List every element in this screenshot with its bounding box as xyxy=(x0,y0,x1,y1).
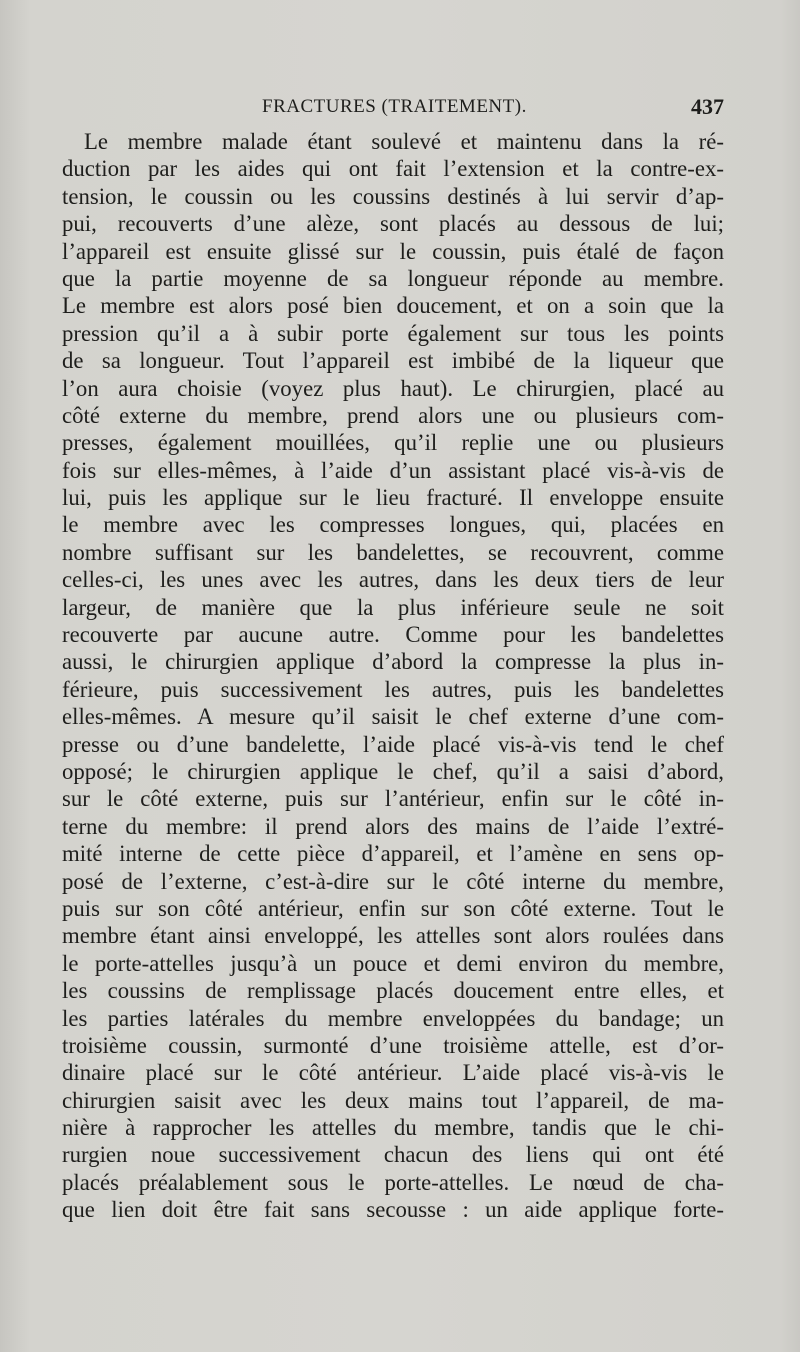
text-line: que lien doit être fait sans secousse : un aide applique forte- xyxy=(62,1197,724,1223)
text-line: fois sur elles-mêmes, à l’aide d’un assistant placé vis-à-vis de xyxy=(62,457,724,483)
text-line: opposé; le chirurgien applique le chef, qu’il a saisi d’abord, xyxy=(62,758,724,784)
text-line: l’appareil est ensuite glissé sur le coussin, puis étalé de façon xyxy=(62,238,724,264)
text-line: presses, également mouillées, qu’il replie une ou plusieurs xyxy=(62,430,724,456)
text-line: nière à rapprocher les attelles du membre, tandis que le chi- xyxy=(62,1115,724,1141)
text-line: rurgien noue successivement chacun des liens qui ont été xyxy=(62,1142,724,1168)
text-line: troisième coussin, surmonté d’une troisième attelle, est d’or- xyxy=(62,1032,724,1058)
text-line: elles-mêmes. A mesure qu’il saisit le chef externe d’une com- xyxy=(62,704,724,730)
page-header xyxy=(62,96,724,124)
text-line: dinaire placé sur le côté antérieur. L’aide placé vis-à-vis le xyxy=(62,1060,724,1086)
running-head: FRACTURES (TRAITEMENT). xyxy=(262,96,527,117)
text-line: le membre avec les compresses longues, qui, placées en xyxy=(62,512,724,538)
text-line: chirurgien saisit avec les deux mains tout l’appareil, de ma- xyxy=(62,1087,724,1113)
text-line: placés préalablement sous le porte-attelles. Le nœud de cha- xyxy=(62,1169,724,1195)
text-line: aussi, le chirurgien applique d’abord la compresse la plus in- xyxy=(62,649,724,675)
text-line: terne du membre: il prend alors des mains de l’aide l’extré- xyxy=(62,813,724,839)
text-line: puis sur son côté antérieur, enfin sur son côté externe. Tout le xyxy=(62,895,724,921)
text-line: membre étant ainsi enveloppé, les attelles sont alors roulées dans xyxy=(62,923,724,949)
text-line: celles-ci, les unes avec les autres, dans les deux tiers de leur xyxy=(62,567,724,593)
text-line: duction par les aides qui ont fait l’extension et la contre-ex- xyxy=(62,156,724,182)
text-line: presse ou d’une bandelette, l’aide placé vis-à-vis tend le chef xyxy=(62,731,724,757)
text-line: que la partie moyenne de sa longueur réponde au membre. xyxy=(62,265,724,291)
text-line: pression qu’il a à subir porte également sur tous les points xyxy=(62,320,724,346)
text-line: posé de l’externe, c’est-à-dire sur le côté interne du membre, xyxy=(62,868,724,894)
text-line: l’on aura choisie (voyez plus haut). Le chirurgien, placé au xyxy=(62,375,724,401)
text-line: mité interne de cette pièce d’appareil, et l’amène en sens op- xyxy=(62,841,724,867)
text-line: Le membre malade étant soulevé et maintenu dans la ré- xyxy=(84,129,724,154)
text-line: les parties latérales du membre enveloppées du bandage; un xyxy=(62,1005,724,1031)
text-line: lui, puis les applique sur le lieu fracturé. Il enveloppe ensuite xyxy=(62,485,724,511)
body-text xyxy=(62,128,724,1224)
text-line: de sa longueur. Tout l’appareil est imbibé de la liqueur que xyxy=(62,348,724,374)
text-line: férieure, puis successivement les autres, puis les bandelettes xyxy=(62,676,724,702)
text-line: recouverte par aucune autre. Comme pour les bandelettes xyxy=(62,622,724,648)
page-number: 437 xyxy=(691,94,724,119)
text-line: largeur, de manière que la plus inférieure seule ne soit xyxy=(62,594,724,620)
text-line: sur le côté externe, puis sur l’antérieur, enfin sur le côté in- xyxy=(62,786,724,812)
text-line: Le membre est alors posé bien doucement, et on a soin que la xyxy=(62,293,724,319)
text-line: le porte-attelles jusqu’à un pouce et demi environ du membre, xyxy=(62,950,724,976)
text-line: nombre suffisant sur les bandelettes, se recouvrent, comme xyxy=(62,539,724,565)
text-line: tension, le coussin ou les coussins destinés à lui servir d’ap- xyxy=(62,183,724,209)
text-line: côté externe du membre, prend alors une ou plusieurs com- xyxy=(62,402,724,428)
text-line: pui, recouverts d’une alèze, sont placés au dessous de lui; xyxy=(62,211,724,237)
text-line: les coussins de remplissage placés doucement entre elles, et xyxy=(62,978,724,1004)
